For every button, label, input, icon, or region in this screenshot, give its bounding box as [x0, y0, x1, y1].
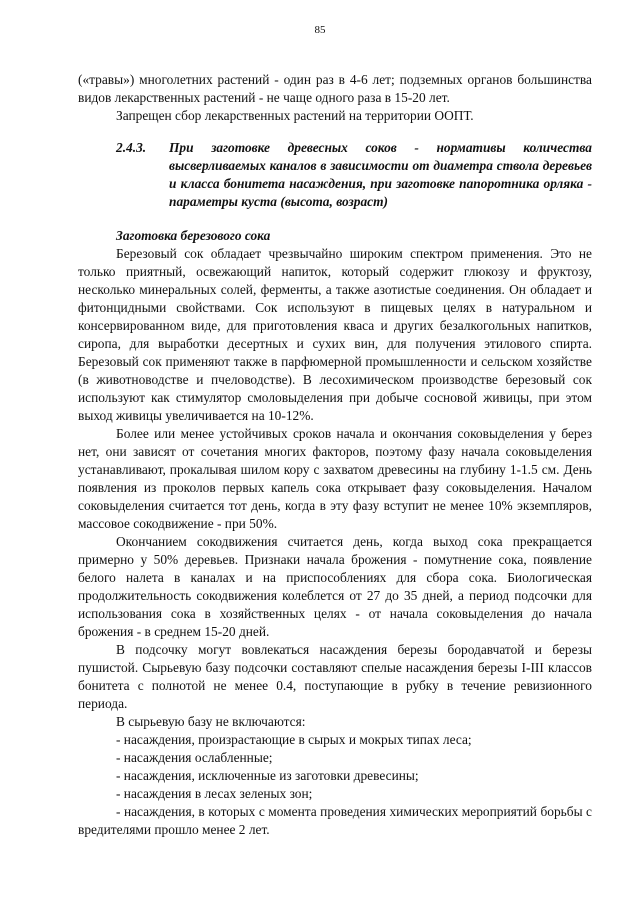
paragraph: Окончанием сокодвижения считается день, когда выход сока прекращается примерно у 50% деревьев. Признаки начала брожения - помутнение сока, появление белого налета в каналах и на приспособлениях для сбора сока. Биологическая продолжительность сокодвижения колеблется от 27 до 35 дней, а период подсочки для использования сока в хозяйственных целях - от начала соковыделения до начала брожения - в среднем 15-20 дней.: [78, 534, 592, 639]
subheading: Заготовка березового сока: [116, 228, 271, 243]
paragraph: В сырьевую базу не включаются:: [116, 714, 306, 729]
page-number: 85: [314, 24, 326, 36]
paragraph: («травы») многолетних растений - один раз в 4-6 лет; подземных органов большинства видов лекарственных растений - не чаще одного раза в 15-20 лет.: [78, 72, 592, 105]
section-title: При заготовке древесных соков - нормативы количества высверливаемых каналов в зависимости от диаметра ствола деревьев и класса бонитета насаждения, при заготовке папоротника орляка - параметры куста (высота, возраст): [169, 140, 592, 209]
document-body: [78, 71, 592, 839]
list-item: - насаждения в лесах зеленых зон;: [116, 786, 313, 801]
list-item: - насаждения, в которых с момента проведения химических мероприятий борьбы с вредителями прошло менее 2 лет.: [78, 804, 592, 837]
list-item: - насаждения, исключенные из заготовки древесины;: [116, 768, 419, 783]
paragraph: Более или менее устойчивых сроков начала и окончания соковыделения у берез нет, они зависят от сочетания многих факторов, поэтому фазу начала соковыделения устанавливают, прокалывая шилом кору с захватом древесины на глубину 1-1.5 см. День появления из проколов первых капель сока открывает фазу соковыделения. Началом соковыделения считается тот день, когда в эту фазу вступит не менее 10% экземпляров, массовое сокодвижение - при 50%.: [78, 426, 592, 531]
section-heading: [78, 139, 592, 211]
paragraph: В подсочку могут вовлекаться насаждения березы бородавчатой и березы пушистой. Сырьевую базу подсочки составляют спелые насаждения березы I-III классов бонитета с полнотой не менее 0.4, поступающие в рубку в течение ревизионного периода.: [78, 642, 592, 711]
section-number: 2.4.3.: [116, 140, 147, 155]
list-item: - насаждения, произрастающие в сырых и мокрых типах леса;: [116, 732, 472, 747]
paragraph: Запрещен сбор лекарственных растений на территории ООПТ.: [116, 108, 474, 123]
paragraph: Березовый сок обладает чрезвычайно широким спектром применения. Это не только приятный, освежающий напиток, который содержит глюкозу и фруктозу, несколько минеральных солей, ферменты, а также азотистые соединения. Он обладает и фитонцидными свойствами. Сок используют в пищевых целях в натуральном и консервированном виде, для приготовления кваса и других безалкогольных напитков, сиропа, для выработки десертных и сухих вин, для получения этилового спирта. Березовый сок применяют также в парфюмерной промышленности и сельском хозяйстве (в животноводстве и пчеловодстве). В лесохимическом производстве березовый сок используют как стимулятор смоловыделения при добыче сосновой живицы, при этом выход живицы увеличивается на 10-12%.: [78, 246, 592, 423]
list-item: - насаждения ослабленные;: [116, 750, 273, 765]
